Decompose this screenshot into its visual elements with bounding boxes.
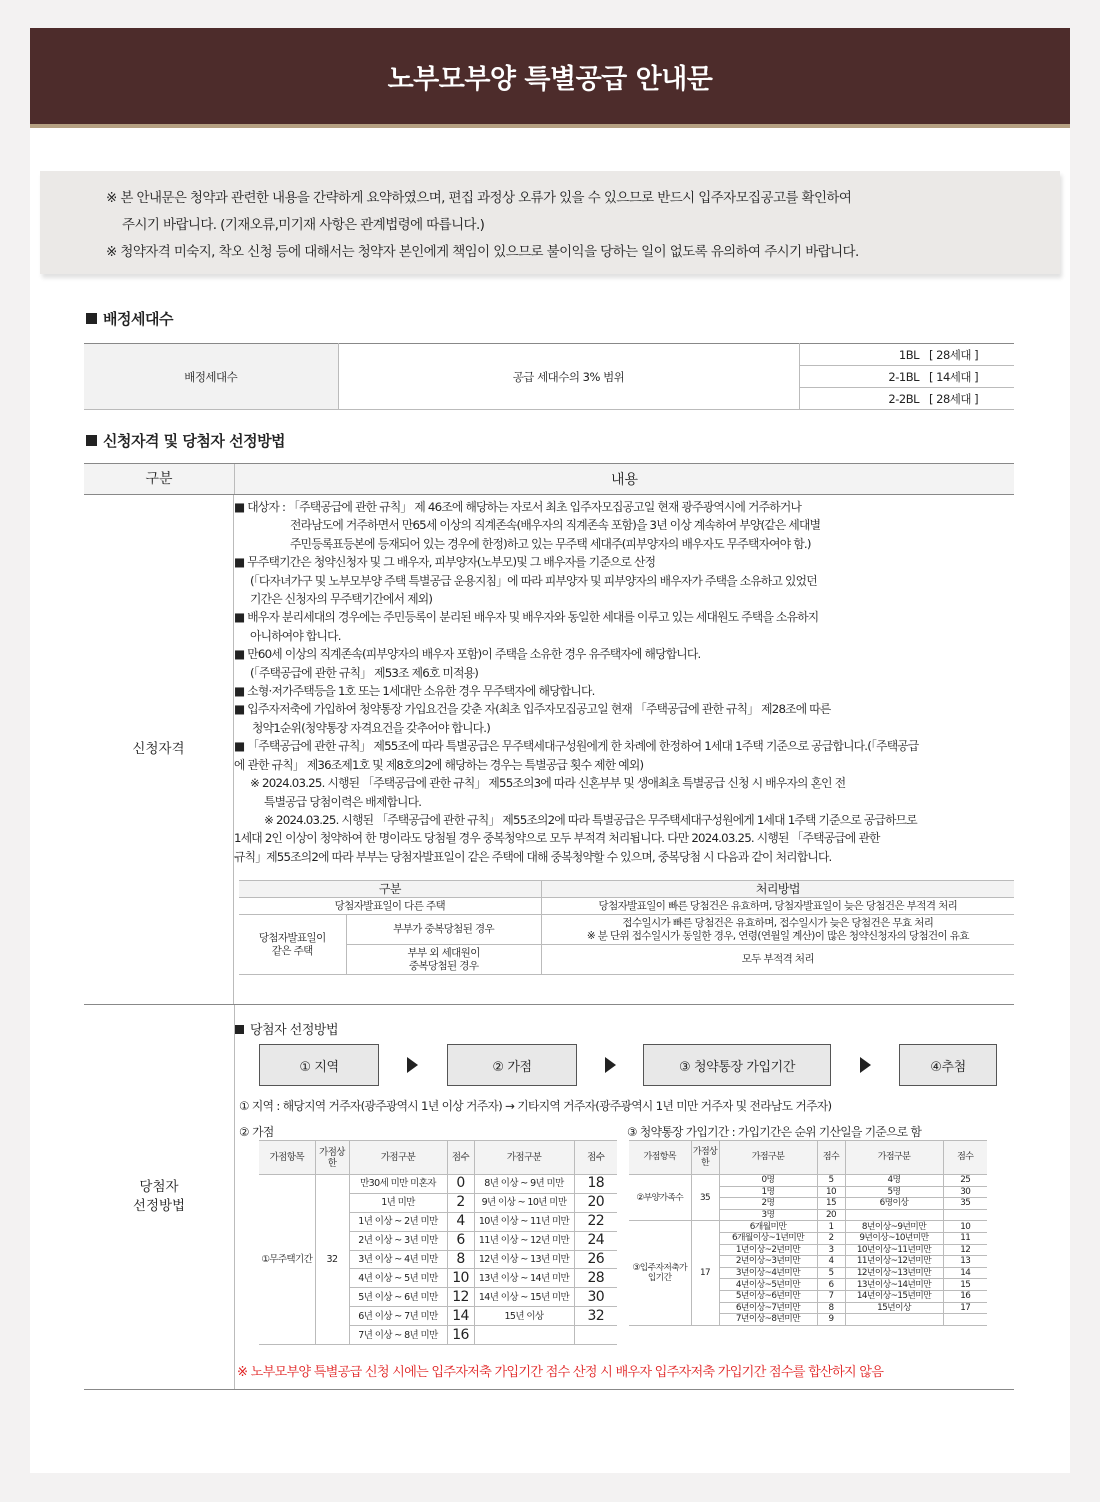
selection-label: 당첨자 선정방법 [84, 1005, 235, 1389]
dependents-period-score-table: 가점항목 가점상한 가점구분 점수 가점구분 점수 ②부양가족수 35 0명 5 4명 25 1명 10 5명 30 2명 15 6명이상 35 3명 20 ③입주자저축가입기간 17 6개월미만 1 8년이상~9년미만 10 6개월이상~1년미만 2 9년이상~10년미만 11 1년이상~2년미만 3 10년이상~11년미만 12 2년이상~3년미만 4 11년이상~12년미만 13 3년이상~4년미만 5 12년이상~13년미만 14 4년이상~5년미만 6 13년이상~14년미만 15 5년이상~6년미만 7 14년이상~15년미만 16 6년이상~7년미만 8 15년이상 17 7년이상~8년미만 9 [629, 1140, 987, 1326]
dup-header-category: 구분 [239, 881, 541, 898]
arrow-right-icon [860, 1057, 871, 1073]
block-unit: 1BL [799, 344, 929, 366]
header-content: 내용 [235, 464, 1014, 494]
dup-header-method: 처리방법 [541, 881, 1014, 898]
table-row: 1명 10 5명 30 [629, 1186, 987, 1198]
homeless-score-table: 가점항목 가점상한 가점구분 점수 가점구분 점수 ①무주택기간 32 만30세 미만 미혼자 0 8년 이상 ~ 9년 미만 18 1년 미만 2 9년 이상 ~ 10년 미만 20 1년 이상 ~ 2년 미만 4 10년 이상 ~ 11년 미만 22 2년 이상 ~ 3년 미만 6 11년 이상 ~ 12년 미만 24 3년 이상 ~ 4년 미만 8 12년 이상 ~ 13년 미만 26 4년 이상 ~ 5년 미만 10 13년 이상 ~ 14년 미만 28 5년 이상 ~ 6년 미만 12 14년 이상 ~ 15년 미만 30 6년 이상 ~ 7년 미만 14 15년 이상 32 7년 이상 ~ 8년 미만 16 [259, 1140, 617, 1345]
notice-line: ※ 본 안내문은 청약과 관련한 내용을 간략하게 요약하였으며, 편집 과정상 오류가 있을 수 있으므로 반드시 입주자모집공고를 확인하여 [106, 190, 852, 206]
allocation-table [84, 343, 1014, 410]
dup-method: 당첨자발표일이 빠른 당첨건은 유효하며, 당첨자발표일이 늦은 당첨건은 부적격 처리 [541, 898, 1014, 915]
flow-step-score: ② 가점 [447, 1044, 577, 1086]
table-row: 6년이상~7년미만 8 15년이상 17 [629, 1302, 987, 1314]
table-row: 1년이상~2년미만 3 10년이상~11년미만 12 [629, 1244, 987, 1256]
arrow-right-icon [407, 1057, 418, 1073]
selection-row [84, 1005, 1014, 1390]
table-row: 4년이상~5년미만 6 13년이상~14년미만 15 [629, 1279, 987, 1291]
allocation-label: 배정세대수 [84, 344, 338, 410]
block-unit: 2-2BL [799, 388, 929, 410]
table-row: 2년이상~3년미만 4 11년이상~12년미만 13 [629, 1256, 987, 1268]
allocation-desc: 공급 세대수의 3% 범위 [338, 344, 799, 410]
dup-subcategory: 부부 외 세대원이 중복당첨된 경우 [346, 945, 541, 975]
dup-category: 당첨자발표일이 같은 주택 [239, 915, 346, 975]
dup-category: 당첨자발표일이 다른 주택 [239, 898, 541, 915]
table-row: 3년이상~4년미만 5 12년이상~13년미만 14 [629, 1267, 987, 1279]
square-bullet-icon [86, 313, 97, 324]
table-row: 7년 이상 ~ 8년 미만 16 [259, 1326, 617, 1345]
square-bullet-icon [235, 1025, 244, 1034]
table-row: 2명 15 6명이상 35 [629, 1198, 987, 1210]
warning-note: ※ 노부모부양 특별공급 신청 시에는 입주자저축 가입기간 점수 산정 시 배우자 입주자저축 가입기간 점수를 합산하지 않음 [237, 1365, 884, 1380]
score-label: ② 가점 [239, 1125, 274, 1139]
table-row: 6년 이상 ~ 7년 미만 14 15년 이상 32 [259, 1307, 617, 1326]
qualification-text: ■ 대상자 : 「주택공급에 관한 규칙」 제 46조에 해당하는 자로서 최초 입주자모집공고일 현재 광주광역시에 거주하거나 전라남도에 거주하면서 만65세 이상의 직계존속(배우자의 직계존속 포함)을 3년 이상 계속하여 부양(같은 세대별 주민등록표등본에 등재되어 있는 경우에 한정)하고 있는 무주택 세대주(피부양자의 배우자도 무주택자여야 함.) ■ 무주택기간은 청약신청자 및 그 배우자, 피부양자(노부모)및 그 배우자를 기준으로 산정 (「다자녀가구 및 노부모부양 주택 특별공급 운용지침」에 따라 피부양자 및 피부양자의 배우자가 주택을 소유하고 있었던 기간은 신청자의 무주택기간에서 제외) ■ 배우자 분리세대의 경우에는 주민등록이 분리된 배우자 및 배우자와 동일한 세대를 이루고 있는 세대원도 주택을 소유하지 아니하여야 합니다. ■ 만60세 이상의 직계존속(피부양자의 배우자 포함)이 주택을 소유한 경우 유주택자에 해당합니다. (「주택공급에 관한 규칙」 제53조 제6호 미적용) ■ 소형·저가주택등을 1호 또는 1세대만 소유한 경우 무주택자에 해당합니다. ■ 입주자저축에 가입하여 청약통장 가입요건을 갖춘 자(최초 입주자모집공고일 현재 「주택공급에 관한 규칙」 제28조에 따른 청약1순위(청약통장 자격요건을 갖추어야 합니다.) ■ 「주택공급에 관한 규칙」 제55조에 따라 특별공급은 무주택세대구성원에게 한 차례에 한정하여 1세대 1주택 기준으로 공급합니다.(「주택공급 에 관한 규칙」 제36조제1호 및 제8호의2에 해당하는 경우는 특별공급 횟수 제한 예외) ※ 2024.03.25. 시행된 「주택공급에 관한 규칙」 제55조의3에 따라 신혼부부 및 생애최초 특별공급 신청 시 배우자의 혼인 전 특별공급 당첨이력은 배제합니다. ※ 2024.03.25. 시행된 「주택공급에 관한 규칙」 제55조의2에 따라 특별공급은 무주택세대구성원에게 1세대 1주택 기준으로 공급하므로 1세대 2인 이상이 청약하여 한 명이라도 당첨될 경우 중복청약으로 모두 부적격 처리됩니다. 다만 2024.03.25. 시행된 「주택공급에 관한 규칙」제55조의2에 따라 부부는 당첨자발표일이 같은 주택에 대해 중복청약할 수 있으며, 중복당첨 시 다음과 같이 처리합니다. [234, 500, 919, 864]
page [30, 28, 1070, 1473]
period-label: ③ 청약통장 가입기간 : 가입기간은 순위 기산일을 기준으로 함 [627, 1125, 922, 1139]
selection-title: 당첨자 선정방법 [235, 1019, 1014, 1038]
table-row: ①무주택기간 32 만30세 미만 미혼자 0 8년 이상 ~ 9년 미만 18 [259, 1175, 617, 1194]
table-row: 7년이상~8년미만 9 [629, 1314, 987, 1326]
allocation-section-title: 배정세대수 [86, 308, 173, 329]
dup-method: 접수일시가 빠른 당첨건은 유효하며, 접수일시가 늦은 당첨건은 무효 처리 ※ 분 단위 접수일시가 동일한 경우, 연령(연월일 계산)이 많은 청약신청자의 당첨건이 유효 [541, 915, 1014, 945]
qualification-section-title: 신청자격 및 당첨자 선정방법 [86, 430, 285, 451]
table-row: 5년 이상 ~ 6년 미만 12 14년 이상 ~ 15년 미만 30 [259, 1288, 617, 1307]
block-unit: 2-1BL [799, 366, 929, 388]
selection-flow [259, 1044, 999, 1086]
duplicate-win-table [239, 880, 1014, 975]
page-title: 노부모부양 특별공급 안내문 [387, 63, 713, 95]
qualification-row [84, 495, 1014, 1005]
dup-method: 모두 부적격 처리 [541, 945, 1014, 975]
table-row: 3명 20 [629, 1209, 987, 1221]
table-header-row [84, 464, 1014, 495]
notice-line: ※ 청약자격 미숙지, 착오 신청 등에 대해서는 청약자 본인에게 책임이 있으므로 불이익을 당하는 일이 없도록 유의하여 주시기 바랍니다. [106, 244, 859, 260]
square-bullet-icon [86, 435, 97, 446]
notice-box [40, 171, 1060, 274]
table-row: 1년 미만 2 9년 이상 ~ 10년 미만 20 [259, 1193, 617, 1212]
block-count: [ 28세대 ] [929, 388, 1014, 410]
table-row: 6개월이상~1년미만 2 9년이상~10년미만 11 [629, 1232, 987, 1244]
block-count: [ 14세대 ] [929, 366, 1014, 388]
header-bar [30, 28, 1070, 128]
table-row: ③입주자저축가입기간 17 6개월미만 1 8년이상~9년미만 10 [629, 1221, 987, 1233]
qualification-table [84, 463, 1014, 1390]
header-category: 구분 [84, 464, 235, 494]
dup-subcategory: 부부가 중복당첨된 경우 [346, 915, 541, 945]
notice-line: 주시기 바랍니다. (기재오류,미기재 사항은 관계법령에 따릅니다.) [122, 217, 485, 233]
flow-step-period: ③ 청약통장 가입기간 [643, 1044, 831, 1086]
qualification-label: 신청자격 [84, 495, 234, 1004]
table-row: ②부양가족수 35 0명 5 4명 25 [629, 1175, 987, 1187]
flow-step-lottery: ④추첨 [899, 1044, 997, 1086]
block-count: [ 28세대 ] [929, 344, 1014, 366]
arrow-right-icon [605, 1057, 616, 1073]
table-row: 4년 이상 ~ 5년 미만 10 13년 이상 ~ 14년 미만 28 [259, 1269, 617, 1288]
table-row: 3년 이상 ~ 4년 미만 8 12년 이상 ~ 13년 미만 26 [259, 1250, 617, 1269]
region-rule: ① 지역 : 해당지역 거주자(광주광역시 1년 이상 거주자) → 기타지역 거주자(광주광역시 1년 미만 거주자 및 전라남도 거주자) [239, 1099, 832, 1113]
table-row: 2년 이상 ~ 3년 미만 6 11년 이상 ~ 12년 미만 24 [259, 1231, 617, 1250]
table-row: 1년 이상 ~ 2년 미만 4 10년 이상 ~ 11년 미만 22 [259, 1212, 617, 1231]
table-row: 5년이상~6년미만 7 14년이상~15년미만 16 [629, 1290, 987, 1302]
flow-step-region: ① 지역 [259, 1044, 379, 1086]
